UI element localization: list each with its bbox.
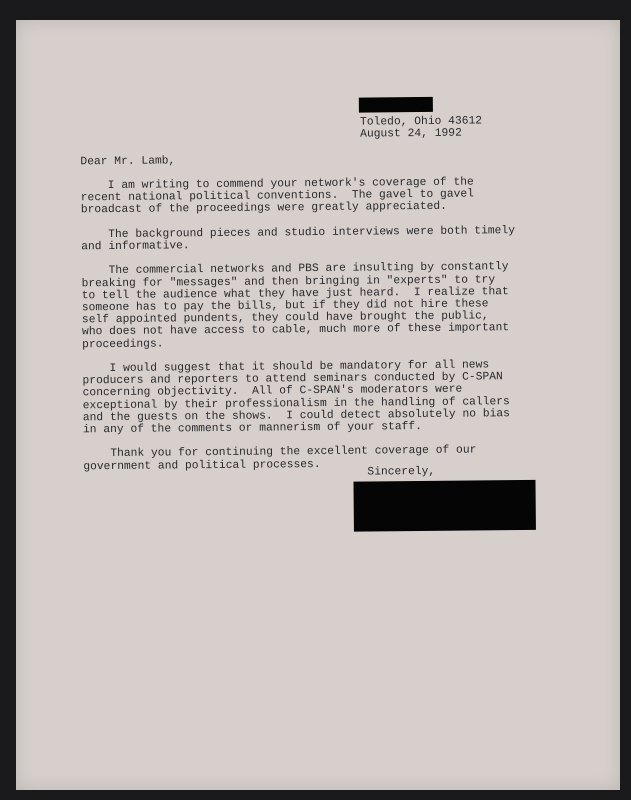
body-line: and the guests on the shows. I could detect absolutely no bias	[82, 407, 510, 425]
sender-address-block	[360, 115, 482, 141]
body-line: to tell the audience what they have just heard. I realize that	[81, 285, 509, 303]
paragraph-5	[83, 444, 573, 473]
paragraph-2	[81, 224, 571, 253]
body-line: proceedings.	[82, 338, 164, 351]
body-line: I would suggest that it should be mandatory for all news	[82, 359, 490, 376]
letter-date: August 24, 1992	[360, 127, 462, 141]
body-line: The background pieces and studio interviews were both timely	[81, 224, 516, 242]
letter-body	[81, 176, 574, 486]
body-line: producers and reporters to attend seminars conducted by C-SPAN	[82, 371, 503, 388]
body-line: who does not have access to cable, much more of these important	[81, 322, 510, 339]
body-line: and informative.	[81, 240, 190, 254]
body-line: government and political processes.	[83, 458, 321, 473]
redacted-street-address	[359, 97, 433, 113]
body-line: Thank you for continuing the excellent coverage of our	[83, 444, 477, 461]
paragraph-1	[81, 176, 571, 217]
body-line: I am writing to commend your network's coverage of the	[80, 176, 474, 193]
body-line: broadcast of the proceedings were greatly appreciated.	[80, 201, 447, 217]
body-line: in any of the comments or mannerism of your staff.	[82, 421, 422, 437]
letter-page	[16, 20, 620, 790]
letter-content	[13, 17, 624, 793]
body-line: The commercial networks and PBS are insulting by constantly	[81, 261, 509, 278]
body-line: concerning objectivity. All of C-SPAN's moderators were	[82, 384, 463, 400]
address-city-line: Toledo, Ohio 43612	[359, 115, 483, 129]
salutation: Dear Mr. Lamb,	[80, 155, 176, 169]
body-line: self appointed pundents, they could have brought the public,	[81, 310, 489, 327]
closing: Sincerely,	[367, 465, 436, 479]
body-line: recent national political conventions. The gavel to gavel	[80, 188, 474, 205]
paragraph-4	[82, 359, 573, 437]
body-line: breaking for "messages" and then bringing in "experts" to try	[81, 273, 496, 290]
redacted-signature	[353, 480, 535, 532]
body-line: exceptional by their professionalism in the handling of callers	[82, 395, 510, 412]
body-line: someone has to pay the bills, but if they did not hire these	[81, 298, 489, 315]
paragraph-3	[81, 261, 572, 351]
